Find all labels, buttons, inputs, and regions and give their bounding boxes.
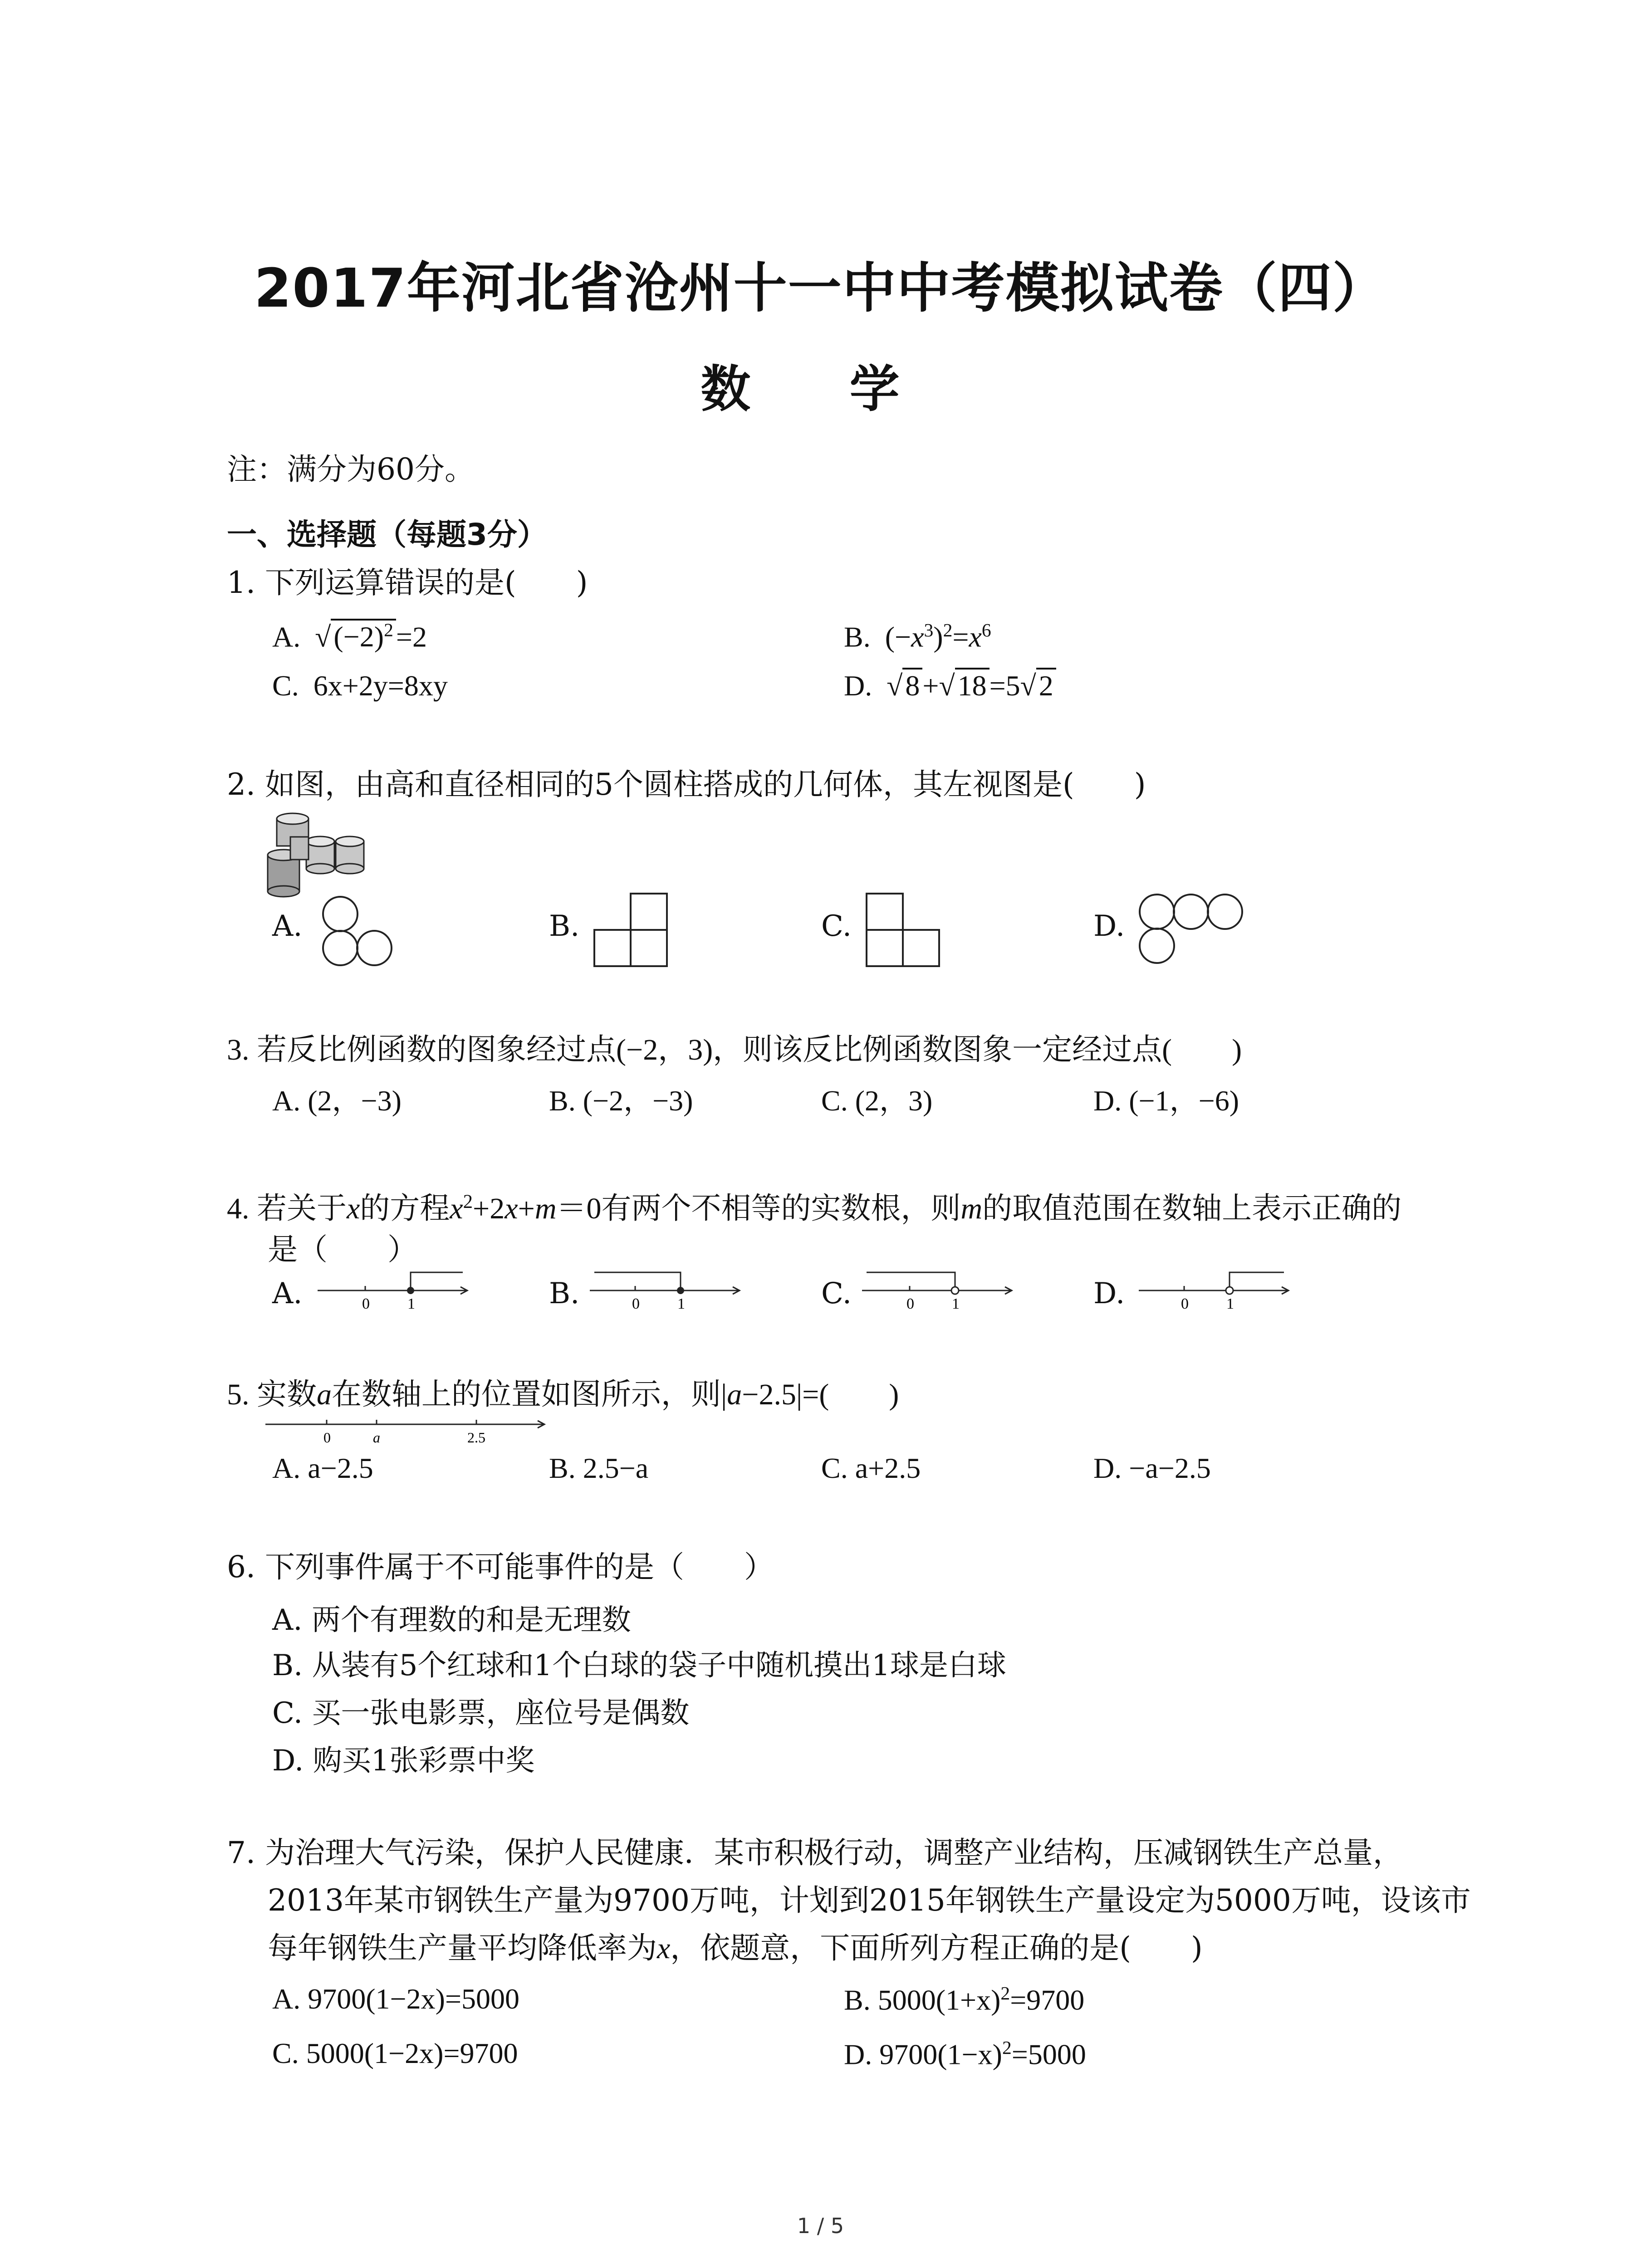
q1-option-a: A. $√(-2)^2=2$ [272,620,427,653]
q5-option-b: B. 2.5−a [549,1452,649,1484]
axis-label-a: a [373,1429,380,1446]
q6-option-d: D. 购买1张彩票中奖 [272,1744,535,1778]
q4-stem-line2: 是（ ） [268,1232,417,1267]
q4-label-d: D. [1093,1277,1125,1310]
q7-option-d: D. $9700(1-x)^2=5000$ [844,2037,1086,2071]
q2-option-a-figure [318,894,399,975]
q7-stem-line1: 7. 为治理大气污染，保护人民健康．某市积极行动，调整产业结构，压减钢铁生产总量， [227,1835,1403,1870]
q6-stem: 6. 下列事件属于不可能事件的是（ ） [227,1549,774,1584]
q2-label-a: A. [272,909,303,943]
q1-stem: 1. 下列运算错误的是( ) [227,565,588,600]
q3-option-b: B. (−2，−3) [549,1085,693,1117]
axis-label-0: 0 [323,1429,331,1446]
q5-numberline [263,1413,554,1454]
q3-stem: 3. 若反比例函数的图象经过点(−2，3)，则该反比例函数图象一定经过点( ) [227,1033,1242,1066]
q2-label-c: C. [821,909,852,943]
q7-stem-line3: 每年钢铁生产量平均降低率为x，依题意，下面所列方程正确的是( ) [268,1931,1203,1965]
tick-1: 1 [952,1295,960,1312]
q3-option-d: D. (−1，−6) [1093,1085,1239,1117]
q4-option-b-numberline [585,1266,749,1320]
tick-1: 1 [677,1295,685,1312]
q4-option-d-numberline [1134,1266,1298,1320]
tick-1: 1 [1226,1295,1234,1312]
tick-0: 0 [632,1295,640,1312]
q4-label-a: A. [272,1277,303,1310]
q7-option-a: A. 9700(1−2x)=5000 [272,1983,520,2015]
q4-option-c-numberline [857,1266,1021,1320]
q4-label-b: B. [549,1277,580,1310]
tick-1: 1 [407,1295,415,1312]
q2-cylinders-figure [263,810,390,900]
tick-0: 0 [362,1295,370,1312]
section-heading: 一、选择题（每题3分） [227,517,547,552]
q1-option-d: D. √8+√18=5√2 [844,669,1056,703]
q5-option-d: D. −a−2.5 [1093,1452,1211,1484]
q7-stem-line2: 2013年某市钢铁生产量为9700万吨，计划到2015年钢铁生产量设定为5000万吨，设该市 [268,1883,1471,1918]
q6-option-b: B. 从装有5个红球和1个白球的袋子中随机摸出1球是白球 [272,1649,1006,1682]
q2-option-b-figure [590,889,676,975]
subject-title: 数 学 [700,360,941,418]
page-number: 1 / 5 [797,2214,844,2238]
q3-option-a: A. (2，−3) [272,1085,402,1117]
q2-stem: 2. 如图，由高和直径相同的5个圆柱搭成的几何体，其左视图是( ) [227,767,1146,802]
q6-option-a: A. 两个有理数的和是无理数 [272,1603,631,1637]
q1-option-b: B. $(-x^3)^2=x^6$ [844,620,991,653]
exam-title: 2017年河北省沧州十一中中考模拟试卷（四） [254,257,1387,319]
q7-option-c: C. 5000(1−2x)=9700 [272,2037,518,2069]
q6-option-c: C. 买一张电影票，座位号是偶数 [272,1696,690,1730]
q5-option-c: C. a+2.5 [821,1452,921,1484]
q1-option-c: C. 6x+2y=8xy [272,670,448,702]
q4-stem-line1: 4. 若关于x的方程$x^2+2x+m=0$有两个不相等的实数根，则m的取值范围在数轴上表示正确的 [227,1191,1402,1225]
q2-option-c-figure [862,889,948,975]
q5-option-a: A. a−2.5 [272,1452,373,1484]
q2-label-d: D. [1093,909,1125,943]
q4-option-a-numberline [313,1266,476,1320]
q7-option-b: B. $5000(1+x)^2=9700$ [844,1983,1085,2016]
tick-0: 0 [906,1295,914,1312]
tick-0: 0 [1181,1295,1189,1312]
q4-label-c: C. [821,1277,852,1310]
axis-label-2-5: 2.5 [467,1429,485,1446]
q2-label-b: B. [549,909,580,943]
score-note: 注：满分为60分。 [227,452,475,487]
q3-option-c: C. (2，3) [821,1085,933,1117]
q5-stem: 5. 实数a在数轴上的位置如图所示，则|a−2.5|=( ) [227,1378,899,1411]
q2-option-d-figure [1134,891,1252,973]
